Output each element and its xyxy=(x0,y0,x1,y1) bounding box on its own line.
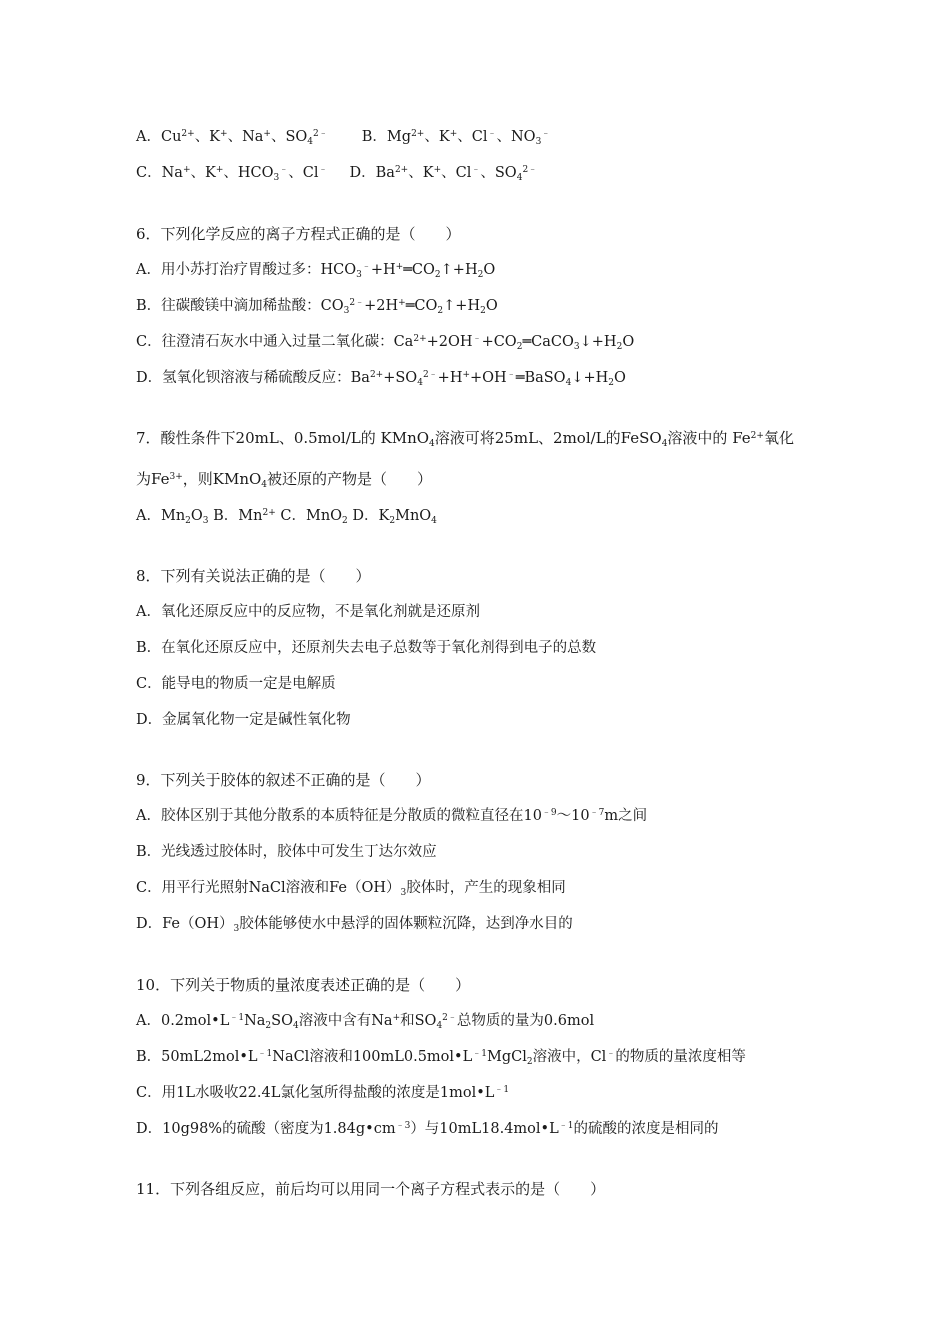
q8-option-d: D．金属氧化物一定是碱性氧化物 xyxy=(136,712,351,728)
q7-stem-line1: 7．酸性条件下20mL、0.5mol/L的 KMnO$_4$溶液可将25mL、2mol/L的FeSO$_4$溶液中的 $Fe^{2+}$氧化 xyxy=(136,429,794,449)
q10-stem: 10．下列关于物质的量浓度表述正确的是（ ） xyxy=(136,976,471,994)
q9-option-b: B．光线透过胶体时，胶体中可发生丁达尔效应 xyxy=(136,844,437,860)
q6-option-d: D．氢氧化钡溶液与稀硫酸反应：$Ba^{2+}+SO_4^{2﹣}+H^++OH^﹣═BaSO_4↓+H_2O$ xyxy=(136,370,626,388)
q7-options: A．$Mn_2O_3$ B．$Mn^{2+}$ C．MnO$_2$ D．$K_2MnO_4$ xyxy=(136,508,437,526)
q8-option-b: B．在氧化还原反应中，还原剂失去电子总数等于氧化剂得到电子的总数 xyxy=(136,640,597,656)
q6-option-b: B．往碳酸镁中滴加稀盐酸：$CO_3^{2﹣}+2H^+═CO_2↑+H_2O$ xyxy=(136,298,498,316)
q6-stem: 6．下列化学反应的离子方程式正确的是（ ） xyxy=(136,225,461,243)
q11-stem: 11．下列各组反应，前后均可以用同一个离子方程式表示的是（ ） xyxy=(136,1180,606,1198)
q10-option-b: B．$50mL2mol•L^{﹣1}NaCl$溶液和$100mL0.5mol•L^{﹣1}MgCl_2$溶液中，Cl﹣的物质的量浓度相等 xyxy=(136,1049,746,1067)
q5-options-ab: A．$Cu^{2+}$、K+、Na+、$SO_4^{2﹣}$ B．$Mg^{2+}$、K+、Cl﹣、$NO_3^﹣$ xyxy=(136,129,551,147)
q7-stem-line2: 为$Fe^{3+}$，则KMnO$_4$被还原的产物是（ ） xyxy=(136,470,433,490)
q8-option-c: C．能导电的物质一定是电解质 xyxy=(136,676,336,692)
q9-stem: 9．下列关于胶体的叙述不正确的是（ ） xyxy=(136,771,431,789)
q5-options-cd: C．Na+、K+、$HCO_3^﹣$、Cl﹣ D．$Ba^{2+}$、K+、Cl﹣、$SO_4^{2﹣}$ xyxy=(136,165,538,183)
q10-option-d: D．10g98%的硫酸（密度为$1.84g•cm^{﹣3}$）与$10mL18.4mol•L^{﹣1}$的硫酸的浓度是相同的 xyxy=(136,1121,719,1137)
q9-option-d: D．$Fe(OH)_3$胶体能够使水中悬浮的固体颗粒沉降，达到净水目的 xyxy=(136,916,573,934)
q6-option-a: A．用小苏打治疗胃酸过多：$HCO_3^﹣+H^+═CO_2↑+H_2O$ xyxy=(136,262,496,280)
q8-option-a: A．氧化还原反应中的反应物，不是氧化剂就是还原剂 xyxy=(136,604,480,620)
q9-option-a: A．胶体区别于其他分散系的本质特征是分散质的微粒直径在$10^{﹣9}\sim 10^{﹣7}m$之间 xyxy=(136,808,648,824)
q9-option-c: C．用平行光照射NaCl溶液和$Fe(OH)_3$胶体时，产生的现象相同 xyxy=(136,880,566,898)
q10-option-c: C．用1L水吸收22.4L氯化氢所得盐酸的浓度是$1mol•L^{﹣1}$ xyxy=(136,1085,510,1101)
q6-option-c: C．往澄清石灰水中通入过量二氧化碳：$Ca^{2+}+2OH^﹣+CO_2═CaCO_3↓+H_2O$ xyxy=(136,334,635,352)
q10-option-a: A．$0.2mol•L^{﹣1}Na_2SO_4$溶液中含有Na+和$SO_4^{2﹣}$总物质的量为0.6mol xyxy=(136,1013,595,1031)
q8-stem: 8．下列有关说法正确的是（ ） xyxy=(136,567,371,585)
